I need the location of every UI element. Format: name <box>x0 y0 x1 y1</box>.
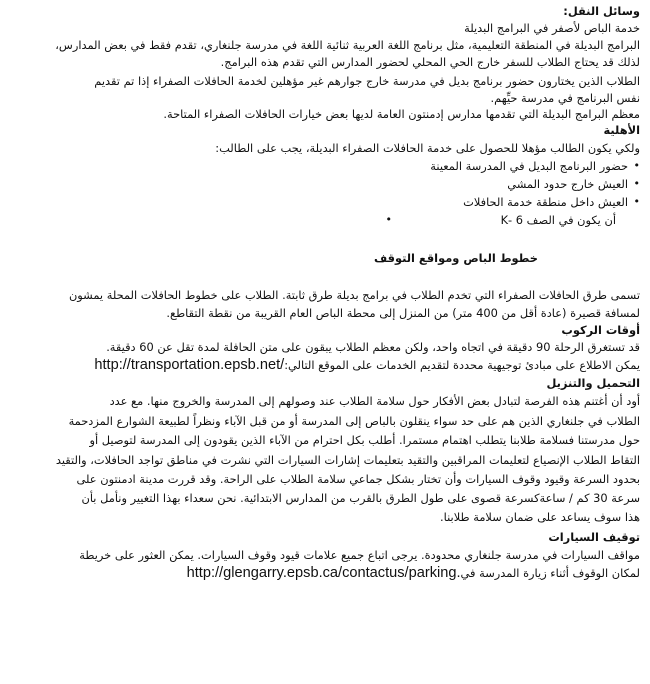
eligibility-heading: الأهلية <box>603 123 640 137</box>
loading-line-1: أود أن أغتنم هذه الفرصة لتبادل بعض الأفكار حول سلامة الطلاب عند وصولهم إلى المدرسة والخروج منها. مع عدد <box>109 394 640 408</box>
loading-heading: التحميل والتنزيل <box>546 376 640 390</box>
transport-line-2: البرامج البديلة في المنطقة التعليمية، مثل برنامج اللغة العربية ثنائية اللغة في مدرسة جلنغاري، تقدم فقط في بعض المدارس، <box>55 38 640 52</box>
parking-note: لمكان الوقوف أثناء زيارة المدرسة في <box>460 566 640 580</box>
transport-line-6: معظم البرامج البديلة التي تقدمها مدارس إدمنتون العامة لديها بعض خيارات الحافلات الصفراء المتاحة. <box>163 107 640 121</box>
eligibility-item-2: العيش خارج حدود المشي <box>507 177 628 191</box>
parking-link[interactable]: http://glengarry.epsb.ca/contactus/parking. <box>186 565 461 581</box>
eligibility-item-4: أن يكون في الصف 6 -K <box>500 213 616 227</box>
times-line-1: قد تستغرق الرحلة 90 دقيقة في اتجاه واحد، ولكن معظم الطلاب يبقون على متن الحافلة لمدة تقل عن 60 دقيقة. <box>106 340 640 354</box>
bullet-icon: • <box>633 159 640 172</box>
routes-heading: خطوط الباص ومواقع التوقف <box>373 251 538 265</box>
loading-line-5: بحدود السرعة وقيود وقوف السيارات وأن تختار بشكل جماعي سلامة الطلاب على الراحة. وقد قررت مدينة ادمنتون على <box>76 472 640 486</box>
transport-heading: وسائل النقل: <box>563 4 640 18</box>
loading-line-4: التقاط الطلاب الإنصياع لتعليمات المراقبين والتقيد بتعليمات إشارات السيارات التي نشرت في مناطق تواجد الحافلات، والتقيد <box>55 453 640 467</box>
times-note: يمكن الاطلاع على مبادئ توجيهية محددة لتقديم الخدمات على الموقع التالي: <box>284 358 640 372</box>
times-heading: أوقات الركوب <box>561 323 640 337</box>
eligibility-intro: ولكي يكون الطالب مؤهلا للحصول على خدمة الحافلات الصفراء البديلة، يجب على الطالب: <box>215 141 640 155</box>
transport-line-1: خدمة الباص لأصفر في البرامج البديلة <box>464 21 640 35</box>
routes-line-1: تسمى طرق الحافلات الصفراء التي تخدم الطلاب في برامج بديلة طرق ثابتة. الطلاب على خطوط الحافلات المحلة يمشون <box>68 288 640 302</box>
loading-line-7: هذا سوف يساعد على ضمان سلامة طلابنا. <box>440 510 640 524</box>
transport-line-5: نفس البرنامج في مدرسة حيِّهم. <box>490 91 640 105</box>
loading-line-6: سرعة 30 كم / ساعةكسرعة قصوى على طول الطرق بالقرب من المدارس الابتدائية. نحن سعداء بهذا التغيير ونأمل بأن <box>81 491 640 505</box>
parking-line-2 <box>187 566 640 580</box>
loading-line-2: الطلاب في جلنغاري الذين هم على حد سواء ينقلون بالباص إلى المدرسة أو من قبل الآباء ونظراً لطبيعة الشوارع المزدحمة <box>68 414 640 428</box>
routes-line-2: لمسافة قصيرة (عادة أقل من 400 متر) من المنزل إلى محطة الباص العام القريبة من نقطة التقاطع. <box>166 306 640 320</box>
bullet-icon: • <box>385 213 392 226</box>
eligibility-item-3: العيش داخل منطقة خدمة الحافلات <box>463 195 628 209</box>
transport-line-3: لذلك قد يحتاج الطلاب للسفر خارج الحي المحلي لحضور المدارس التي تقدم هذه البرامج. <box>220 55 640 69</box>
transportation-link[interactable]: http://transportation.epsb.net/ <box>94 357 285 373</box>
parking-heading: توقيف السيارات <box>548 530 640 544</box>
loading-line-3: حول مدرستنا فسلامة طلابنا يتطلب اهتمام مستمرا. أطلب بكل احترام من الآباء الذين يقودون إلى المدرسة لتوصيل أو <box>89 433 640 447</box>
bullet-icon: • <box>633 195 640 208</box>
eligibility-item-1: حضور البرنامج البديل في المدرسة المعينة <box>430 159 628 173</box>
times-line-2 <box>94 358 640 372</box>
parking-line-1: مواقف السيارات في مدرسة جلنغاري محدودة. يرجى اتباع جميع علامات قيود وقوف السيارات. يمكن العثور على خريطة <box>79 548 640 562</box>
bullet-icon: • <box>633 177 640 190</box>
transport-line-4: الطلاب الذين يختارون حضور برنامج بديل في مدرسة خارج جوارهم غير مؤهلين لخدمة الحافلات الصفراء إذا تم تقديم <box>94 74 640 88</box>
